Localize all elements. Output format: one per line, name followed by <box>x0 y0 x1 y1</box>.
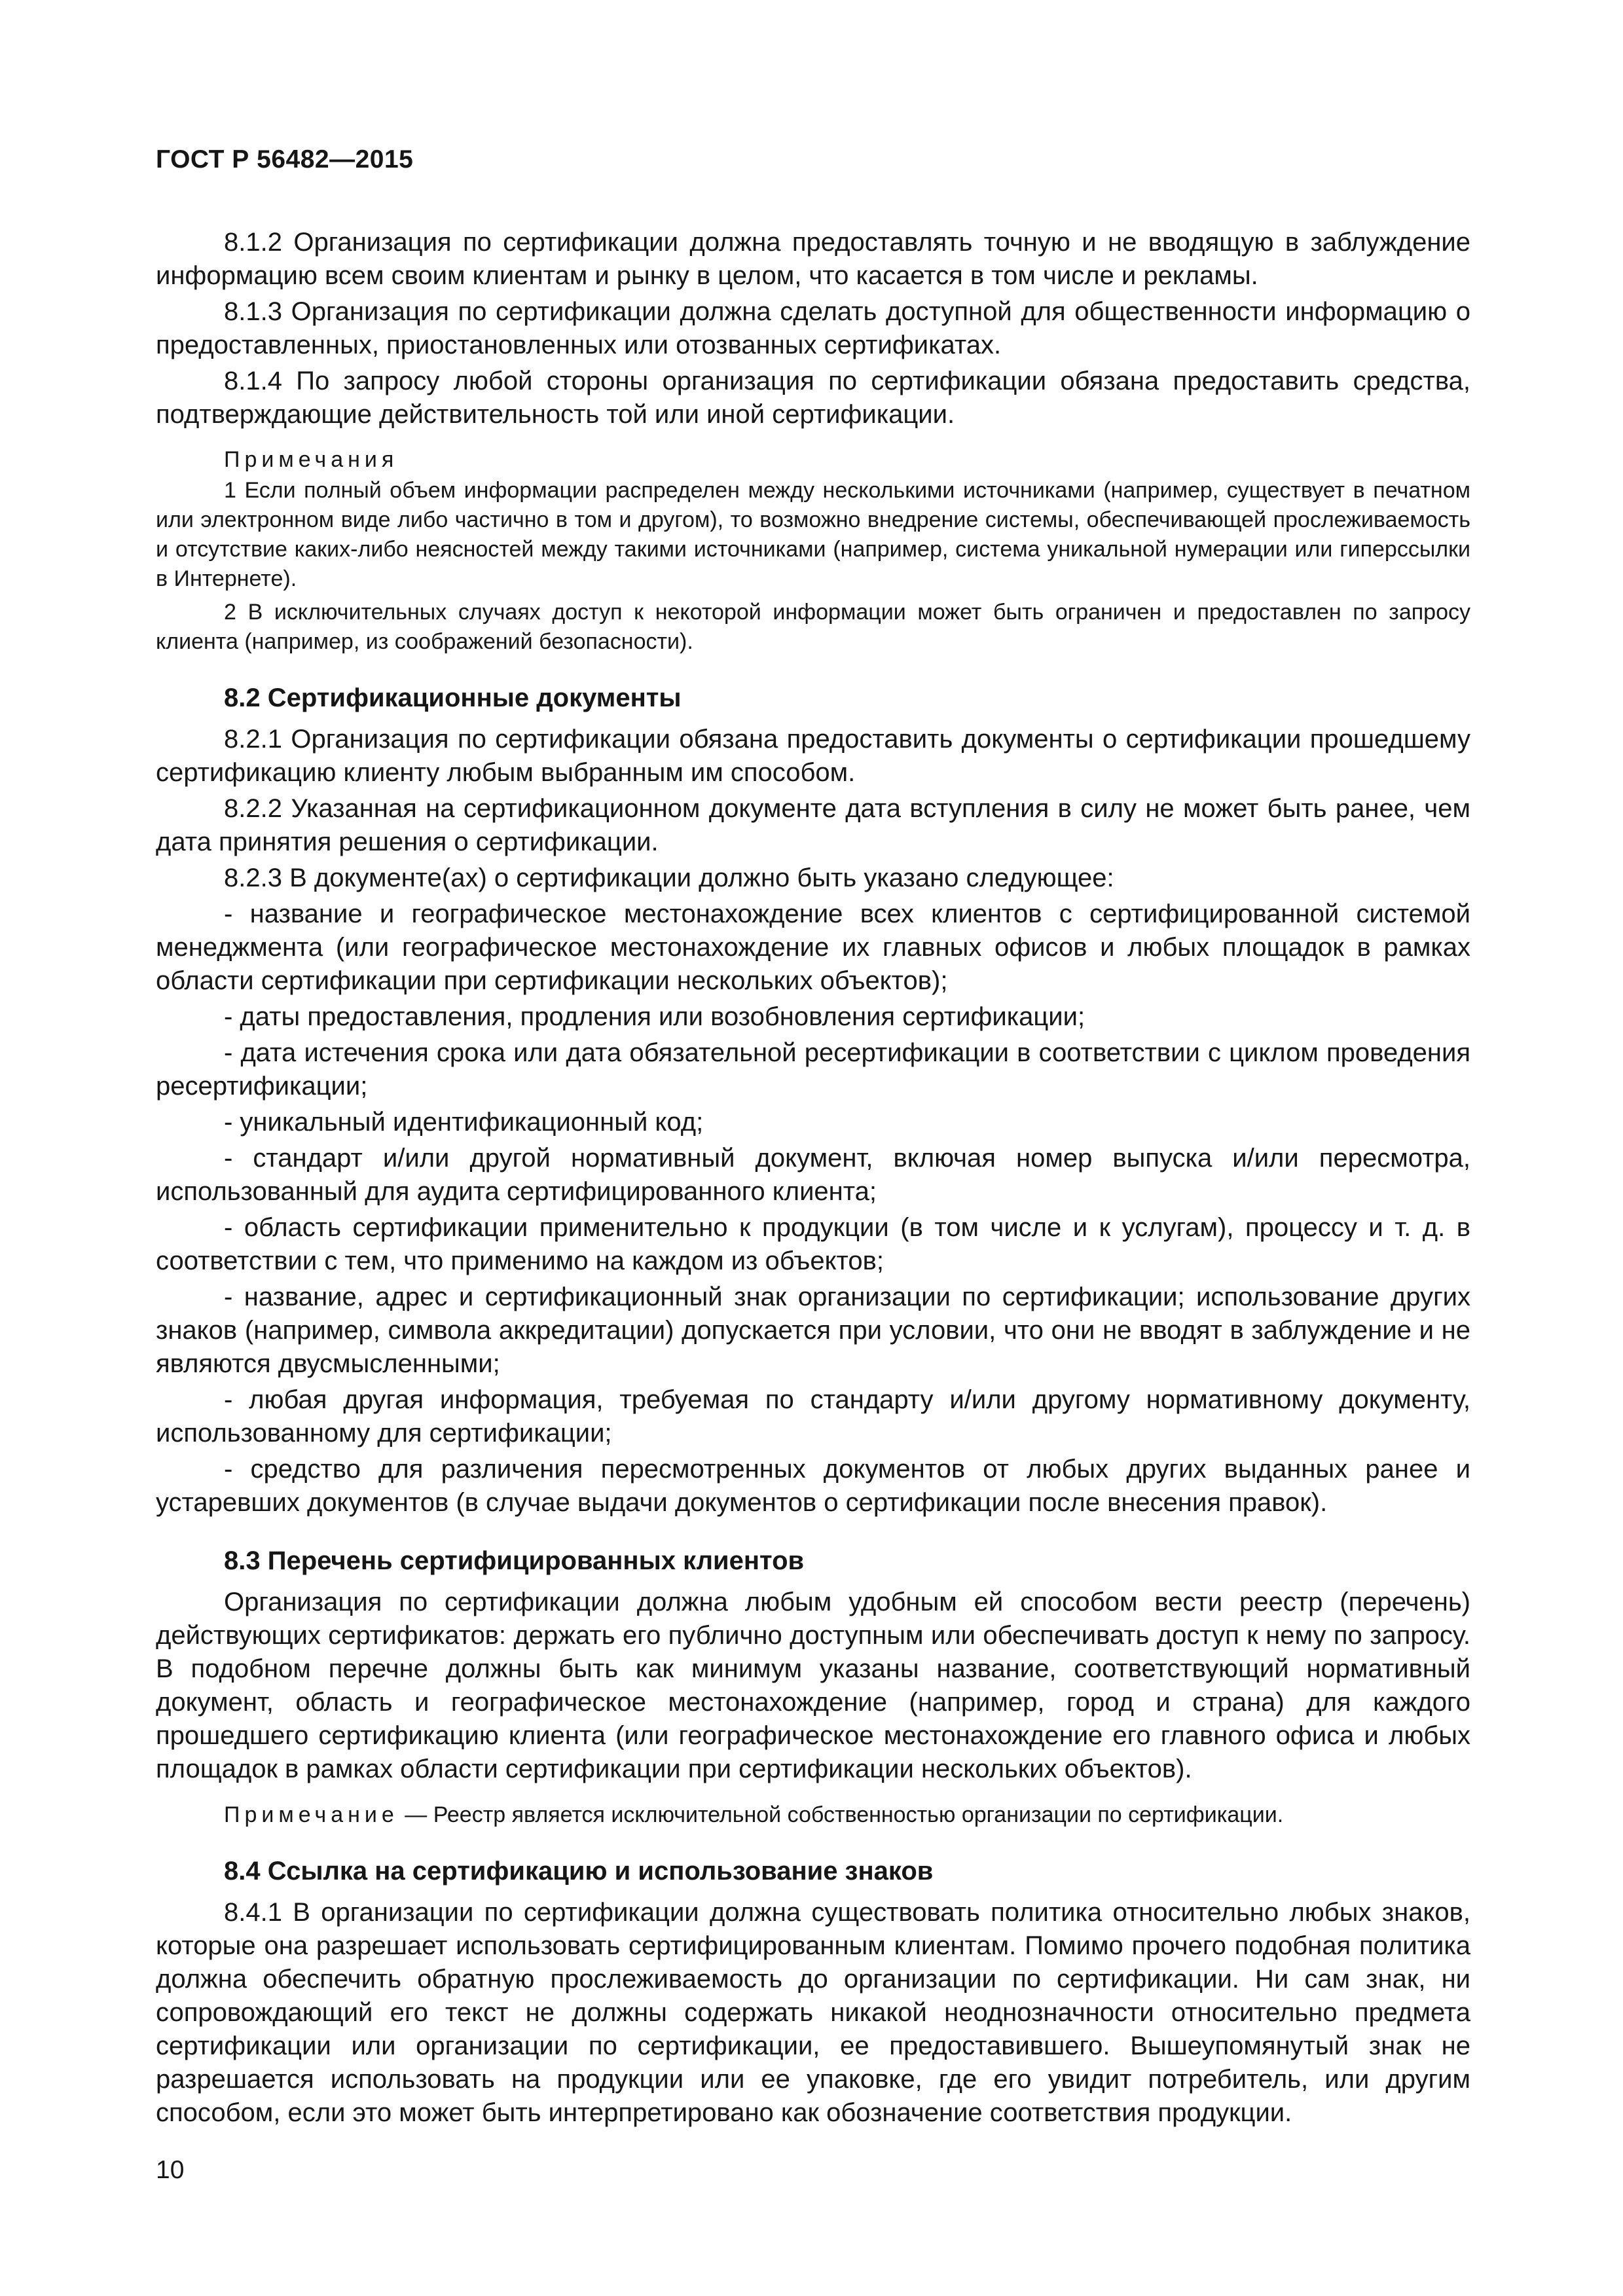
list-item: - уникальный идентификационный код; <box>224 1108 704 1137</box>
list-item: - стандарт и/или другой нормативный документ, включая номер выпуска и/или пересмотра, использованный для аудита сертифицированного клиента; <box>156 1144 1470 1206</box>
list-item: - средство для различения пересмотренных документов от любых других выданных ранее и устаревших документов (в случае выдачи документов о сертификации после внесения правок). <box>156 1455 1470 1517</box>
section-8-3-body: Организация по сертификации должна любым удобным ей способом вести реестр (перечень) действующих сертификатов: держать его публично доступным или обеспечивать доступ к нему по запросу. В подобном перечне должны быть как минимум указаны название, соответствующий нормативный документ, область и географическое местонахождение (например, город и страна) для каждого прошедшего сертификацию клиента (или географическое местонахождение его главного офиса и любых площадок в рамках области сертификации при сертификации нескольких объектов). <box>156 1588 1470 1783</box>
clause-8-1-4: 8.1.4 По запросу любой стороны организация по сертификации обязана предоставить средства, подтверждающие действительность той или иной сертификации. <box>156 367 1470 429</box>
list-item: - дата истечения срока или дата обязательной ресертификации в соответствии с циклом проведения ресертификации; <box>156 1038 1470 1101</box>
clause-8-4-1: 8.4.1 В организации по сертификации должна существовать политика относительно любых знаков, которые она разрешает использовать сертифицированным клиентам. Помимо прочего подобная политика должна обеспечить обратную прослеживаемость до организации по сертификации. Ни сам знак, ни сопровождающий его текст не должны содержать никакой неоднозначности относительно предмета сертификации или организации по сертификации, ее предоставившего. Вышеупомянутый знак не разрешается использовать на продукции или ее упаковке, где его увидит потребитель, или другим способом, если это может быть интерпретировано как обозначение соответствия продукции. <box>156 1898 1470 2127</box>
list-item: - любая другая информация, требуемая по стандарту и/или другому нормативному документу, использованному для сертификации; <box>156 1385 1470 1448</box>
notes-title: Примечания <box>224 447 399 472</box>
document-id-header: ГОСТ Р 56482—2015 <box>156 145 414 173</box>
section-8-3-heading: 8.3 Перечень сертифицированных клиентов <box>224 1546 805 1575</box>
section-8-2-heading: 8.2 Сертификационные документы <box>224 683 682 712</box>
section-8-4-heading: 8.4 Ссылка на сертификацию и использование знаков <box>224 1857 934 1886</box>
clause-8-2-2: 8.2.2 Указанная на сертификационном документе дата вступления в силу не может быть ранее, чем дата принятия решения о сертификации. <box>156 794 1470 856</box>
page-content <box>156 226 1470 2132</box>
clause-8-1-3: 8.1.3 Организация по сертификации должна сделать доступной для общественности информацию о предоставленных, приостановленных или отозванных сертификатах. <box>156 297 1470 359</box>
note-1: 1 Если полный объем информации распределен между несколькими источниками (например, существует в печатном или электронном виде либо частично в том и другом), то возможно внедрение системы, обеспечивающей прослеживаемость и отсутствие каких-либо неясностей между такими источниками (например, система уникальной нумерации или гиперссылки в Интернете). <box>156 478 1470 591</box>
clause-8-2-1: 8.2.1 Организация по сертификации обязана предоставить документы о сертификации прошедшему сертификацию клиенту любым выбранным им способом. <box>156 725 1470 787</box>
list-item: - название, адрес и сертификационный знак организации по сертификации; использование других знаков (например, символа аккредитации) допускается при условии, что они не вводят в заблуждение и не являются двусмысленными; <box>156 1283 1470 1378</box>
note-2: 2 В исключительных случаях доступ к некоторой информации может быть ограничен и предоставлен по запросу клиента (например, из соображений безопасности). <box>156 600 1470 654</box>
note-text: — Реестр является исключительной собственностью организации по сертификации. <box>398 1802 1284 1827</box>
clause-8-1-2: 8.1.2 Организация по сертификации должна предоставлять точную и не вводящую в заблуждение информацию всем своим клиентам и рынку в целом, что касается в том числе и рекламы. <box>156 228 1470 290</box>
section-8-3-note <box>156 1800 1470 1830</box>
list-item: - название и географическое местонахождение всех клиентов с сертифицированной системой менеджмента (или географическое местонахождение их главных офисов и любых площадок в рамках области сертификации при сертификации нескольких объектов); <box>156 900 1470 995</box>
note-label: Примечание <box>224 1802 399 1827</box>
list-item: - область сертификации применительно к продукции (в том числе и к услугам), процессу и т. д. в соответствии с тем, что применимо на каждом из объектов; <box>156 1213 1470 1275</box>
clause-8-2-3: 8.2.3 В документе(ах) о сертификации должно быть указано следующее: <box>224 864 1114 892</box>
list-item: - даты предоставления, продления или возобновления сертификации; <box>224 1002 1085 1031</box>
page-number: 10 <box>156 2156 185 2184</box>
